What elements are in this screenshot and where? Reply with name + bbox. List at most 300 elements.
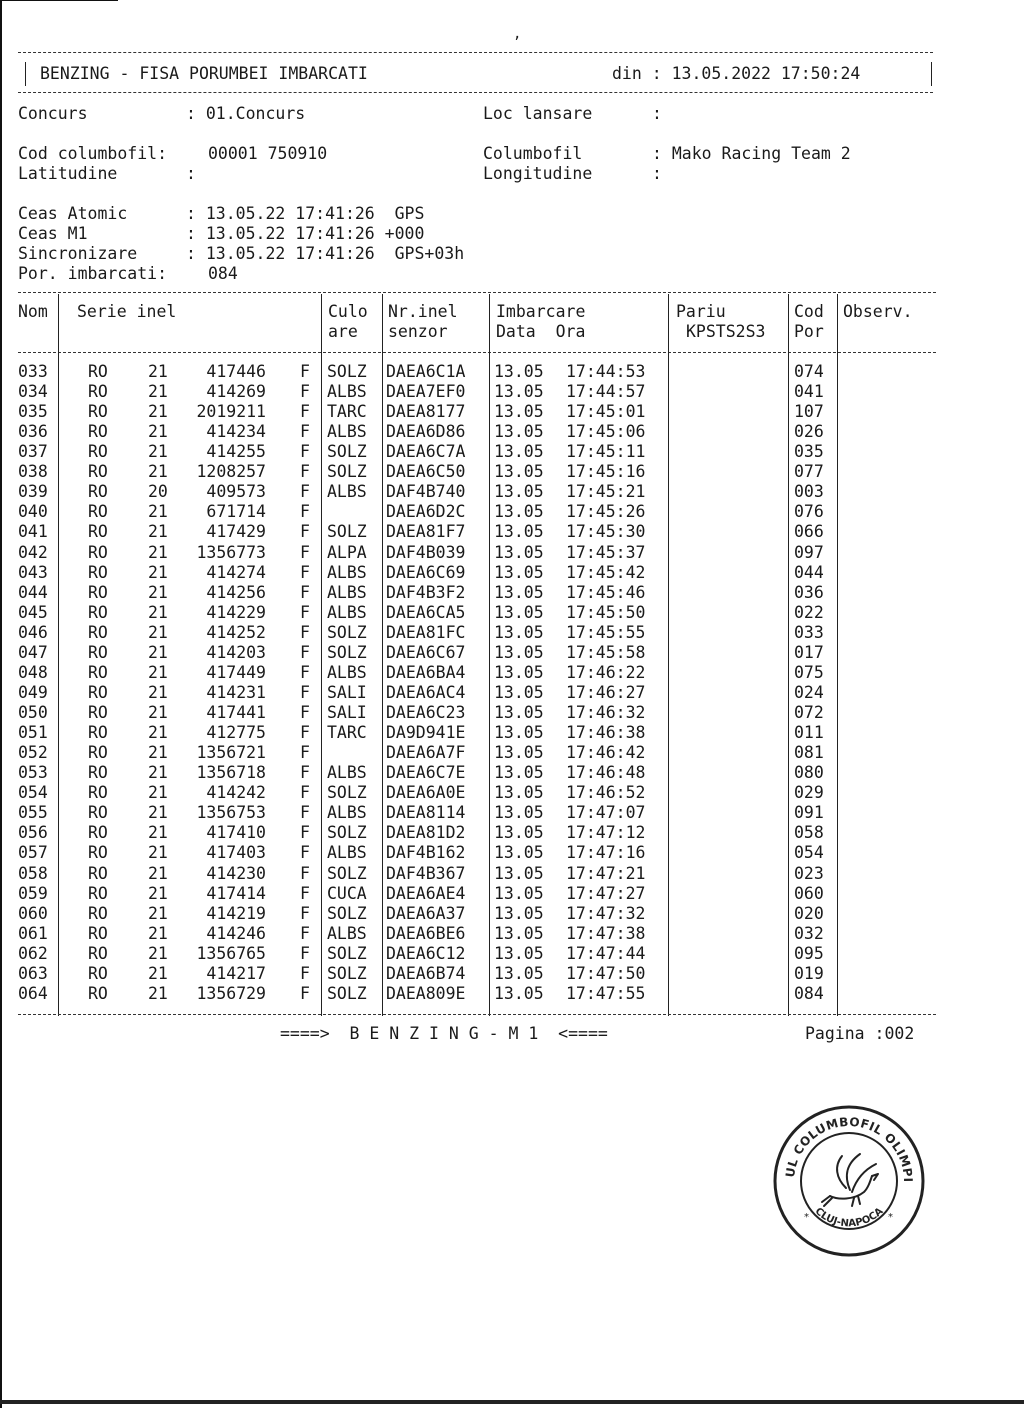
- cell-senzor: DAF4B367: [386, 863, 466, 883]
- cell-nom: 058: [18, 863, 48, 883]
- cell-tara: RO: [88, 622, 108, 642]
- cell-cod: 026: [794, 422, 824, 442]
- cell-nom: 041: [18, 522, 48, 542]
- cell-senzor: DAEA6C50: [386, 462, 466, 482]
- porumbei-imbarcati-value: 084: [208, 264, 238, 283]
- cell-data: 13.05: [494, 602, 544, 622]
- cod-columbofil-label: Cod columbofil:: [18, 144, 168, 163]
- col-cod-header-1: Cod: [794, 302, 824, 321]
- cell-nr: 414231: [206, 682, 266, 702]
- cell-cod: 003: [794, 482, 824, 502]
- table-row: [0, 502, 1024, 522]
- cell-sex: F: [300, 482, 310, 502]
- cell-nom: 043: [18, 562, 48, 582]
- cell-cod: 044: [794, 562, 824, 582]
- cell-sex: F: [300, 843, 310, 863]
- cell-sex: F: [300, 442, 310, 462]
- cell-ora: 17:47:32: [566, 903, 646, 923]
- table-header-rule: [18, 352, 936, 353]
- cell-ora: 17:47:27: [566, 883, 646, 903]
- col-imbarcare-header-2: Data Ora: [496, 322, 586, 341]
- cell-ora: 17:46:22: [566, 662, 646, 682]
- cell-culoare: ALBS: [327, 843, 367, 863]
- document-date: din : 13.05.2022 17:50:24: [612, 64, 861, 83]
- table-row: [0, 643, 1024, 663]
- header-bottom-rule: [18, 92, 933, 93]
- cell-cod: 041: [794, 382, 824, 402]
- ceas-atomic-label: Ceas Atomic: [18, 204, 128, 223]
- club-stamp-graphic: [772, 1104, 926, 1258]
- cell-nr: 414230: [206, 863, 266, 883]
- cell-senzor: DAEA6C7A: [386, 442, 466, 462]
- cell-cod: 033: [794, 622, 824, 642]
- cell-nom: 051: [18, 723, 48, 743]
- table-row: [0, 743, 1024, 763]
- cell-nr: 414203: [206, 642, 266, 662]
- cell-culoare: ALBS: [327, 763, 367, 783]
- header-right-bar: [931, 62, 932, 86]
- cell-cod: 072: [794, 703, 824, 723]
- cell-sex: F: [300, 883, 310, 903]
- cell-tara: RO: [88, 943, 108, 963]
- cell-tara: RO: [88, 783, 108, 803]
- cell-data: 13.05: [494, 823, 544, 843]
- cell-nom: 046: [18, 622, 48, 642]
- cell-ora: 17:47:12: [566, 823, 646, 843]
- cell-cod: 036: [794, 582, 824, 602]
- cell-sex: F: [300, 983, 310, 1003]
- cell-cod: 097: [794, 542, 824, 562]
- cell-sex: F: [300, 382, 310, 402]
- svg-text:*: *: [888, 1212, 893, 1223]
- cell-an: 21: [148, 442, 168, 462]
- cell-tara: RO: [88, 462, 108, 482]
- cell-nr: 417449: [206, 662, 266, 682]
- cell-cod: 011: [794, 723, 824, 743]
- cell-nom: 063: [18, 963, 48, 983]
- cell-an: 21: [148, 743, 168, 763]
- cell-ora: 17:45:21: [566, 482, 646, 502]
- cell-an: 21: [148, 422, 168, 442]
- cell-culoare: SOLZ: [327, 783, 367, 803]
- longitudine-value: :: [652, 164, 662, 183]
- table-row: [0, 603, 1024, 623]
- cell-nom: 038: [18, 462, 48, 482]
- cell-nom: 035: [18, 402, 48, 422]
- cell-nr: 414219: [206, 903, 266, 923]
- cell-ora: 17:44:53: [566, 362, 646, 381]
- cell-senzor: DA9D941E: [386, 723, 466, 743]
- col-culoare-header-2: are: [328, 322, 358, 341]
- porumbei-imbarcati-label: Por. imbarcati:: [18, 264, 168, 283]
- cell-culoare: SOLZ: [327, 622, 367, 642]
- cell-senzor: DAEA6C7E: [386, 763, 466, 783]
- cell-tara: RO: [88, 382, 108, 402]
- cell-an: 21: [148, 502, 168, 522]
- cell-nom: 044: [18, 582, 48, 602]
- cell-an: 21: [148, 803, 168, 823]
- table-row: [0, 803, 1024, 823]
- cell-senzor: DAEA6A37: [386, 903, 466, 923]
- cell-ora: 17:45:55: [566, 622, 646, 642]
- cell-ora: 17:47:07: [566, 803, 646, 823]
- document-title: BENZING - FISA PORUMBEI IMBARCATI: [40, 64, 368, 83]
- cell-cod: 080: [794, 763, 824, 783]
- cell-nom: 045: [18, 602, 48, 622]
- cell-nom: 060: [18, 903, 48, 923]
- cell-data: 13.05: [494, 763, 544, 783]
- cell-an: 21: [148, 863, 168, 883]
- table-row: [0, 884, 1024, 904]
- cell-data: 13.05: [494, 642, 544, 662]
- table-top-rule: [18, 292, 936, 293]
- cell-sex: F: [300, 943, 310, 963]
- cell-cod: 023: [794, 863, 824, 883]
- cell-an: 21: [148, 923, 168, 943]
- cell-nom: 042: [18, 542, 48, 562]
- concurs-value: : 01.Concurs: [186, 104, 306, 123]
- cell-senzor: DAEA81D2: [386, 823, 466, 843]
- cell-data: 13.05: [494, 983, 544, 1003]
- cell-cod: 091: [794, 803, 824, 823]
- cell-nr: 414229: [206, 602, 266, 622]
- cell-data: 13.05: [494, 743, 544, 763]
- cell-nom: 050: [18, 703, 48, 723]
- cell-ora: 17:45:11: [566, 442, 646, 462]
- table-row: [0, 864, 1024, 884]
- table-row: [0, 482, 1024, 502]
- cell-senzor: DAEA6C69: [386, 562, 466, 582]
- col-senzor-header-2: senzor: [388, 322, 448, 341]
- ceas-atomic-value: : 13.05.22 17:41:26 GPS: [186, 204, 425, 223]
- cell-ora: 17:47:50: [566, 963, 646, 983]
- cell-sex: F: [300, 823, 310, 843]
- cell-tara: RO: [88, 803, 108, 823]
- cell-cod: 035: [794, 442, 824, 462]
- table-row: [0, 563, 1024, 583]
- scan-mark: ,: [513, 26, 522, 42]
- cell-senzor: DAEA6C67: [386, 642, 466, 662]
- cell-tara: RO: [88, 582, 108, 602]
- cell-nr: 1356753: [196, 803, 266, 823]
- cell-data: 13.05: [494, 362, 544, 381]
- cell-data: 13.05: [494, 542, 544, 562]
- table-row: [0, 823, 1024, 843]
- cell-ora: 17:45:46: [566, 582, 646, 602]
- table-row: [0, 382, 1024, 402]
- table-row: [0, 583, 1024, 603]
- cell-nom: 053: [18, 763, 48, 783]
- cell-senzor: DAEA6AE4: [386, 883, 466, 903]
- sincronizare-label: Sincronizare: [18, 244, 138, 263]
- cell-senzor: DAEA6BE6: [386, 923, 466, 943]
- cell-culoare: SOLZ: [327, 963, 367, 983]
- cell-ora: 17:45:58: [566, 642, 646, 662]
- cell-ora: 17:45:50: [566, 602, 646, 622]
- cell-cod: 084: [794, 983, 824, 1003]
- cell-sex: F: [300, 602, 310, 622]
- cell-ora: 17:47:21: [566, 863, 646, 883]
- col-pariu-header-2: KPSTS2S3: [686, 322, 766, 341]
- cell-data: 13.05: [494, 883, 544, 903]
- cell-an: 21: [148, 903, 168, 923]
- cell-nr: 417441: [206, 703, 266, 723]
- cell-data: 13.05: [494, 923, 544, 943]
- cell-tara: RO: [88, 843, 108, 863]
- cell-senzor: DAEA6C1A: [386, 362, 466, 381]
- cell-an: 21: [148, 622, 168, 642]
- cell-nr: 414246: [206, 923, 266, 943]
- cell-data: 13.05: [494, 562, 544, 582]
- cell-nr: 1356765: [196, 943, 266, 963]
- stamp-bottom-text: CLUJ-NAPOCA: [812, 1205, 886, 1230]
- cell-tara: RO: [88, 923, 108, 943]
- table-row: [0, 543, 1024, 563]
- table-row: [0, 522, 1024, 542]
- cell-nr: 414269: [206, 382, 266, 402]
- cell-senzor: DAEA809E: [386, 983, 466, 1003]
- scan-corner-line: [0, 0, 118, 1]
- ceas-m1-label: Ceas M1: [18, 224, 88, 243]
- cell-an: 21: [148, 522, 168, 542]
- cell-data: 13.05: [494, 482, 544, 502]
- cell-nom: 061: [18, 923, 48, 943]
- cell-cod: 074: [794, 362, 824, 381]
- col-nom-header: Nom: [18, 302, 48, 321]
- col-imbarcare-header-1: Imbarcare: [496, 302, 586, 321]
- latitudine-value: :: [186, 164, 196, 183]
- cell-an: 21: [148, 402, 168, 422]
- cell-nr: 414255: [206, 442, 266, 462]
- cell-tara: RO: [88, 602, 108, 622]
- cell-cod: 081: [794, 743, 824, 763]
- cell-nom: 059: [18, 883, 48, 903]
- cell-culoare: SOLZ: [327, 983, 367, 1003]
- cell-senzor: DAEA6C12: [386, 943, 466, 963]
- cell-tara: RO: [88, 883, 108, 903]
- cell-an: 21: [148, 662, 168, 682]
- cell-sex: F: [300, 582, 310, 602]
- cell-culoare: CUCA: [327, 883, 367, 903]
- cell-culoare: ALBS: [327, 562, 367, 582]
- col-observ-header: Observ.: [843, 302, 913, 321]
- table-row: [0, 944, 1024, 964]
- cell-tara: RO: [88, 642, 108, 662]
- cell-ora: 17:45:26: [566, 502, 646, 522]
- cell-cod: 058: [794, 823, 824, 843]
- cell-data: 13.05: [494, 502, 544, 522]
- cell-ora: 17:47:38: [566, 923, 646, 943]
- cell-culoare: TARC: [327, 402, 367, 422]
- cell-nom: 037: [18, 442, 48, 462]
- cell-cod: 054: [794, 843, 824, 863]
- cell-tara: RO: [88, 963, 108, 983]
- cell-tara: RO: [88, 723, 108, 743]
- table-row: [0, 683, 1024, 703]
- cell-nr: 671714: [206, 502, 266, 522]
- cell-nr: 1356721: [196, 743, 266, 763]
- cell-senzor: DAEA8177: [386, 402, 466, 422]
- cell-cod: 029: [794, 783, 824, 803]
- cell-data: 13.05: [494, 843, 544, 863]
- table-row: [0, 763, 1024, 783]
- cell-nr: 414234: [206, 422, 266, 442]
- cell-nom: 034: [18, 382, 48, 402]
- cell-an: 21: [148, 642, 168, 662]
- cell-tara: RO: [88, 863, 108, 883]
- cell-nom: 064: [18, 983, 48, 1003]
- cell-senzor: DAEA7EF0: [386, 382, 466, 402]
- cell-sex: F: [300, 743, 310, 763]
- cell-sex: F: [300, 662, 310, 682]
- col-cod-header-2: Por: [794, 322, 824, 341]
- table-row: [0, 783, 1024, 803]
- cell-culoare: ALBS: [327, 662, 367, 682]
- col-culoare-header-1: Culo: [328, 302, 368, 321]
- cell-nr: 1356773: [196, 542, 266, 562]
- scan-bottom-edge: [0, 1400, 1024, 1404]
- cell-sex: F: [300, 462, 310, 482]
- loc-lansare-label: Loc lansare: [483, 104, 593, 123]
- cell-nom: 056: [18, 823, 48, 843]
- cell-senzor: DAEA6B74: [386, 963, 466, 983]
- cell-sex: F: [300, 402, 310, 422]
- sincronizare-value: : 13.05.22 17:41:26 GPS+03h: [186, 244, 465, 263]
- cell-cod: 077: [794, 462, 824, 482]
- latitudine-label: Latitudine: [18, 164, 118, 183]
- cell-nr: 412775: [206, 723, 266, 743]
- cell-ora: 17:45:42: [566, 562, 646, 582]
- cell-nr: 414256: [206, 582, 266, 602]
- cell-data: 13.05: [494, 943, 544, 963]
- cod-columbofil-value: 00001 750910: [208, 144, 328, 163]
- cell-ora: 17:46:38: [566, 723, 646, 743]
- col-senzor-header-1: Nr.inel: [388, 302, 458, 321]
- cell-data: 13.05: [494, 442, 544, 462]
- cell-cod: 076: [794, 502, 824, 522]
- cell-senzor: DAEA6CA5: [386, 602, 466, 622]
- cell-nom: 054: [18, 783, 48, 803]
- cell-data: 13.05: [494, 682, 544, 702]
- table-row: [0, 984, 1024, 1004]
- cell-senzor: DAEA81FC: [386, 622, 466, 642]
- cell-senzor: DAEA8114: [386, 803, 466, 823]
- cell-data: 13.05: [494, 582, 544, 602]
- cell-data: 13.05: [494, 662, 544, 682]
- cell-sex: F: [300, 963, 310, 983]
- cell-sex: F: [300, 682, 310, 702]
- cell-ora: 17:46:27: [566, 682, 646, 702]
- cell-culoare: SOLZ: [327, 462, 367, 482]
- cell-senzor: DAEA81F7: [386, 522, 466, 542]
- cell-cod: 020: [794, 903, 824, 923]
- cell-data: 13.05: [494, 622, 544, 642]
- cell-culoare: ALBS: [327, 482, 367, 502]
- cell-nr: 417403: [206, 843, 266, 863]
- cell-nr: 414274: [206, 562, 266, 582]
- cell-culoare: ALBS: [327, 382, 367, 402]
- cell-culoare: ALBS: [327, 602, 367, 622]
- cell-senzor: DAF4B039: [386, 542, 466, 562]
- cell-an: 21: [148, 382, 168, 402]
- cell-ora: 17:46:48: [566, 763, 646, 783]
- table-row: [0, 462, 1024, 482]
- dove-icon: [822, 1154, 878, 1206]
- cell-culoare: SOLZ: [327, 943, 367, 963]
- cell-cod: 075: [794, 662, 824, 682]
- cell-nom: 036: [18, 422, 48, 442]
- cell-nom: 033: [18, 362, 48, 381]
- cell-nom: 040: [18, 502, 48, 522]
- table-row: [0, 964, 1024, 984]
- cell-an: 21: [148, 963, 168, 983]
- cell-tara: RO: [88, 763, 108, 783]
- cell-senzor: DAEA6D2C: [386, 502, 466, 522]
- cell-sex: F: [300, 542, 310, 562]
- cell-sex: F: [300, 422, 310, 442]
- cell-senzor: DAEA6A7F: [386, 743, 466, 763]
- cell-tara: RO: [88, 682, 108, 702]
- cell-cod: 017: [794, 642, 824, 662]
- cell-sex: F: [300, 642, 310, 662]
- cell-tara: RO: [88, 983, 108, 1003]
- longitudine-label: Longitudine: [483, 164, 593, 183]
- cell-ora: 17:45:30: [566, 522, 646, 542]
- stamp-top-text: UL COLUMBOFIL OLIMPI: [782, 1114, 916, 1183]
- cell-an: 21: [148, 703, 168, 723]
- cell-nr: 2019211: [196, 402, 266, 422]
- table-row: [0, 442, 1024, 462]
- cell-an: 21: [148, 763, 168, 783]
- cell-nom: 039: [18, 482, 48, 502]
- table-row: [0, 623, 1024, 643]
- cell-ora: 17:45:06: [566, 422, 646, 442]
- cell-cod: 107: [794, 402, 824, 422]
- cell-nom: 047: [18, 642, 48, 662]
- cell-nom: 049: [18, 682, 48, 702]
- cell-culoare: SOLZ: [327, 823, 367, 843]
- table-row: [0, 723, 1024, 743]
- cell-culoare: SOLZ: [327, 362, 367, 381]
- cell-nom: 055: [18, 803, 48, 823]
- cell-data: 13.05: [494, 522, 544, 542]
- cell-ora: 17:46:42: [566, 743, 646, 763]
- cell-data: 13.05: [494, 783, 544, 803]
- cell-nr: 1208257: [196, 462, 266, 482]
- cell-tara: RO: [88, 743, 108, 763]
- cell-culoare: TARC: [327, 723, 367, 743]
- table-row: [0, 924, 1024, 944]
- cell-tara: RO: [88, 522, 108, 542]
- cell-data: 13.05: [494, 402, 544, 422]
- table-row: [0, 843, 1024, 863]
- cell-culoare: ALBS: [327, 923, 367, 943]
- header-left-bar: [25, 62, 26, 86]
- cell-senzor: DAEA6BA4: [386, 662, 466, 682]
- table-row: [0, 904, 1024, 924]
- cell-nr: 409573: [206, 482, 266, 502]
- table-row: [0, 703, 1024, 723]
- cell-an: 21: [148, 843, 168, 863]
- cell-ora: 17:45:16: [566, 462, 646, 482]
- cell-senzor: DAF4B3F2: [386, 582, 466, 602]
- ceas-m1-value: : 13.05.22 17:41:26 +000: [186, 224, 425, 243]
- cell-culoare: ALBS: [327, 422, 367, 442]
- cell-culoare: SALI: [327, 703, 367, 723]
- cell-cod: 019: [794, 963, 824, 983]
- cell-culoare: SOLZ: [327, 522, 367, 542]
- cell-culoare: SALI: [327, 682, 367, 702]
